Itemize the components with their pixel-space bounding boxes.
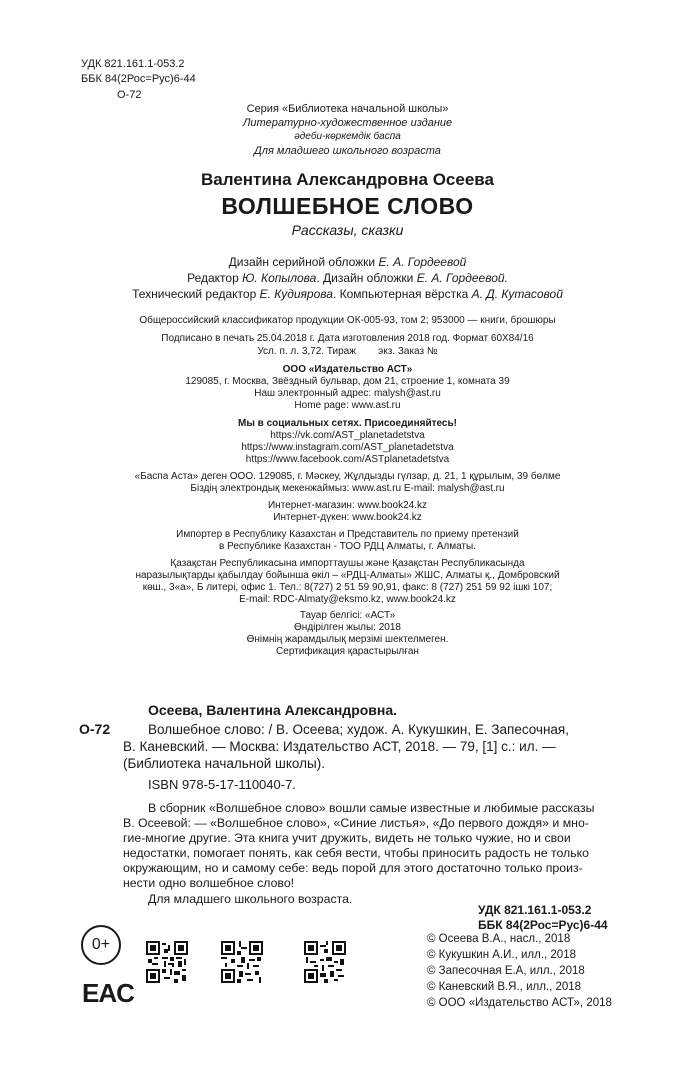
- book-subtitle: Рассказы, сказки: [291, 222, 404, 238]
- kz-certification: Сертификация қарастырылған: [276, 646, 419, 657]
- credit-person: Е. Кудиярова: [259, 287, 333, 301]
- catalog-author-mark: О-72: [79, 721, 111, 737]
- kz-shelf-life: Өнімнің жарамдылық мерзімі шектелмеген.: [246, 634, 449, 645]
- copyright-line: © ООО «Издательство АСТ», 2018: [427, 997, 612, 1009]
- genre-kz-line: әдеби-көркемдік баспа: [294, 131, 401, 142]
- catalog-isbn: ISBN 978-5-17-110040-7.: [148, 777, 296, 792]
- credit-cover-design: [0, 255, 695, 270]
- abstract-line: окружающим, но и самому себе: ведь порой для этого достаточно только произ-: [123, 861, 583, 875]
- imprint-signed: Подписано в печать 25.04.2018 г. Дата изготовления 2018 год. Формат 60Х84/16: [161, 333, 534, 344]
- kz-importer-1: Қазақстан Республикасына импорттаушы және Қазақстан Республикасында: [170, 558, 525, 569]
- catalog-line-2: В. Каневский. — Москва: Издательство АСТ, 2018. — 79, [1] с.: ил. —: [123, 739, 556, 754]
- kz-trademark: Тауар белгісі: «АСТ»: [299, 610, 396, 621]
- genre-line: Литературно-художественное издание: [242, 117, 453, 129]
- credit-person: Е. А. Гордеевой: [378, 255, 467, 269]
- age-rating-icon: 0+: [81, 925, 121, 965]
- abstract-line: нести одно волшебное слово!: [123, 876, 295, 890]
- abstract-line: В. Осеевой: — «Волшебное слово», «Синие листья», «До первого дождя» и мно-: [123, 816, 589, 830]
- shop-kz: Интернет-дүкен: www.book24.kz: [273, 512, 422, 523]
- catalog-author: Осеева, Валентина Александровна.: [148, 702, 398, 718]
- social-instagram: https://www.instagram.com/AST_planetadetstva: [241, 442, 454, 453]
- author-mark-top: О-72: [117, 89, 142, 101]
- imprint-okp: Общероссийский классификатор продукции ОК-005-93, том 2; 953000 — книги, брошюры: [139, 315, 556, 326]
- qr-code-icon: [146, 941, 188, 983]
- importer-line-2: в Республике Казахстан - ТОО РДЦ Алматы, г. Алматы.: [219, 541, 476, 552]
- kz-publisher: «Баспа Аста» деген ООО. 129085, г. Мәскеу, Жұлдызды гүлзар, д. 21, 1 құрылым, 39 бөлме: [134, 471, 561, 482]
- imprint-publisher: ООО «Издательство АСТ»: [282, 364, 413, 375]
- udk-bottom: УДК 821.161.1-053.2: [478, 903, 592, 917]
- copyright-line: © Осеева В.А., насл., 2018: [427, 933, 571, 945]
- social-vk: https://vk.com/AST_planetadetstva: [270, 430, 425, 441]
- credit-label: Редактор: [187, 271, 239, 285]
- credit-editor: [0, 271, 695, 286]
- importer-line-1: Импортер в Республику Казахстан и Представитель по приему претензий: [176, 529, 519, 540]
- bbk-bottom: ББК 84(2Рос=Рус)6-44: [478, 918, 608, 932]
- copyright-line: © Кукушкин А.И., илл., 2018: [427, 949, 576, 961]
- credit-label: . Компьютерная вёрстка: [332, 287, 469, 301]
- author-name: Валентина Александровна Осеева: [201, 170, 494, 189]
- imprint-sheets: Усл. п. л. 3,72. Тираж экз. Заказ №: [257, 346, 438, 357]
- credit-label: Дизайн серийной обложки: [228, 255, 376, 269]
- abstract-line: недостатки, помогает понять, как себя вести, чтобы приносить радость не только: [123, 846, 589, 860]
- copyright-line: © Запесочная Е.А, илл., 2018: [427, 965, 585, 977]
- credit-person: Ю. Копылова: [242, 271, 317, 285]
- book-title: ВОЛШЕБНОЕ СЛОВО: [221, 193, 474, 219]
- qr-code-icon: [304, 941, 346, 983]
- kz-year: Өндірілген жылы: 2018: [294, 622, 401, 633]
- imprint-homepage: Home page: www.ast.ru: [294, 400, 401, 411]
- imprint-address: 129085, г. Москва, Звёздный бульвар, дом 21, строение 1, комната 39: [185, 376, 510, 387]
- abstract-line: В сборник «Волшебное слово» вошли самые известные и любимые рассказы: [148, 801, 595, 815]
- credit-label: Технический редактор: [132, 287, 257, 301]
- age-note: Для младшего школьного возраста.: [148, 892, 353, 906]
- copyright-line: © Каневский В.Я., илл., 2018: [427, 981, 582, 993]
- social-heading: Мы в социальных сетях. Присоединяйтесь!: [238, 418, 457, 429]
- credit-label: . Дизайн обложки: [316, 271, 414, 285]
- series-line: Серия «Библиотека начальной школы»: [246, 103, 449, 115]
- eac-mark-icon: EAC: [82, 978, 134, 1008]
- catalog-line-3: (Библиотека начальной школы).: [123, 756, 325, 771]
- qr-code-icon: [221, 941, 263, 983]
- social-facebook: https://www.facebook.com/ASTplanetadetstva: [245, 454, 450, 465]
- credit-person: А. Д. Кутасовой: [471, 287, 563, 301]
- kz-contacts: Біздің электрондық мекенжаймыз: www.ast.ru E-mail: malysh@ast.ru: [190, 483, 505, 494]
- kz-importer-4: E-mail: RDC-Almaty@eksmo.kz, www.book24.kz: [239, 594, 456, 605]
- abstract-line: гие-многие другие. Эта книга учит дружить, видеть не только чужие, но и свои: [123, 831, 571, 845]
- kz-importer-3: көш., 3«а», Б литері, офис 1. Тел.: 8(727) 2 51 59 90,91, факс: 8 (727) 251 59 92 ішкі 107;: [142, 582, 553, 593]
- kz-importer-2: наразылықтарды қабылдау бойынша өкіл – «РДЦ-Алматы» ЖШС, Алматы қ., Домбровский: [135, 570, 560, 581]
- shop-ru: Интернет-магазин: www.book24.kz: [267, 500, 427, 511]
- age-line: Для младшего школьного возраста: [254, 145, 441, 157]
- catalog-line-1: Волшебное слово: / В. Осеева; худож. А. Кукушкин, Е. Запесочная,: [148, 722, 569, 737]
- imprint-email: Наш электронный адрес: malysh@ast.ru: [254, 388, 441, 399]
- credit-person: Е. А. Гордеевой.: [416, 271, 508, 285]
- udk-top: УДК 821.161.1-053.2: [81, 58, 185, 70]
- bbk-top: ББК 84(2Рос=Рус)6-44: [81, 73, 196, 85]
- credit-tech: [0, 287, 695, 302]
